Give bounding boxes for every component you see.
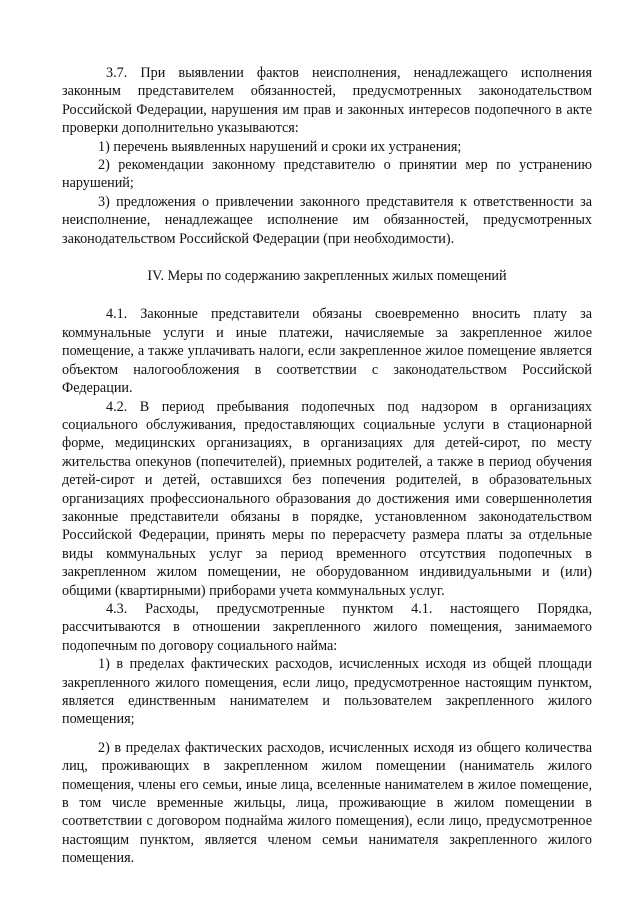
paragraph-4-3-item-1: 1) в пределах фактических расходов, исчисленных исходя из общей площади закрепленного жилого помещения, если лицо, предусмотренное настоящим пунктом, является единственным нанимателем и пользователем закрепленного жилого помещения; xyxy=(62,656,592,728)
paragraph-3-7: 3.7. При выявлении фактов неисполнения, ненадлежащего исполнения законным представителем обязанностей, предусмотренных законодательством Российской Федерации, нарушения им прав и законных интересов подопечного в акте проверки дополнительно указываются: xyxy=(62,65,592,137)
paragraph-4-3: 4.3. Расходы, предусмотренные пунктом 4.1. настоящего Порядка, рассчитываются в отношении закрепленного жилого помещения, занимаемого подопечным по договору социального найма: xyxy=(62,600,592,654)
paragraph-3-7-item-3: 3) предложения о привлечении законного представителя к ответственности за неисполнение, ненадлежащее исполнение им обязанностей, предусмотренных законодательством Российской Федерации (при необходимости). xyxy=(62,193,592,247)
paragraph-3-7-item-2: 2) рекомендации законному представителю о принятии мер по устранению нарушений; xyxy=(62,157,592,192)
paragraph-3-7-item-1: 1) перечень выявленных нарушений и сроки их устранения; xyxy=(98,138,462,155)
paragraph-4-1: 4.1. Законные представители обязаны своевременно вносить плату за коммунальные услуги и иные платежи, начисляемые за закрепленное жилое помещение, а также уплачивать налоги, если закрепленное жилое помещение является объектом налогообложения в соответствии с законодательством Российской Федерации. xyxy=(62,306,592,397)
paragraph-4-2: 4.2. В период пребывания подопечных под надзором в организациях социального обслуживания, предоставляющих социальные услуги в стационарной форме, медицинских организациях, в организациях для детей-сирот, по месту жительства опекунов (попечителей), приемных родителей, а также в период обучения детей-сирот и детей, оставшихся без попечения родителей, в образовательных организациях профессионального образования до достижения ими совершеннолетия законные представители обязаны в порядке, установленном законодательством Российской Федерации, принять меры по перерасчету размера платы за отдельные виды коммунальных услуг за период временного отсутствия подопечных в закрепленном жилом помещении, не оборудованном индивидуальными и (или) общими (квартирными) приборами учета коммунальных услуг. xyxy=(62,398,592,599)
paragraph-4-3-item-2: 2) в пределах фактических расходов, исчисленных исходя из общего количества лиц, проживающих в закрепленном жилом помещении (наниматель жилого помещения, члены его семьи, иные лица, вселенные нанимателем в жилое помещение, в том числе временные жильцы, лица, проживающие в жилом помещении в соответствии с договором поднайма жилого помещения), если лицо, предусмотренное настоящим пунктом, является членом семьи нанимателя закрепленного жилого помещения. xyxy=(62,739,592,867)
section-iv-heading: IV. Меры по содержанию закрепленных жилых помещений xyxy=(147,268,507,285)
